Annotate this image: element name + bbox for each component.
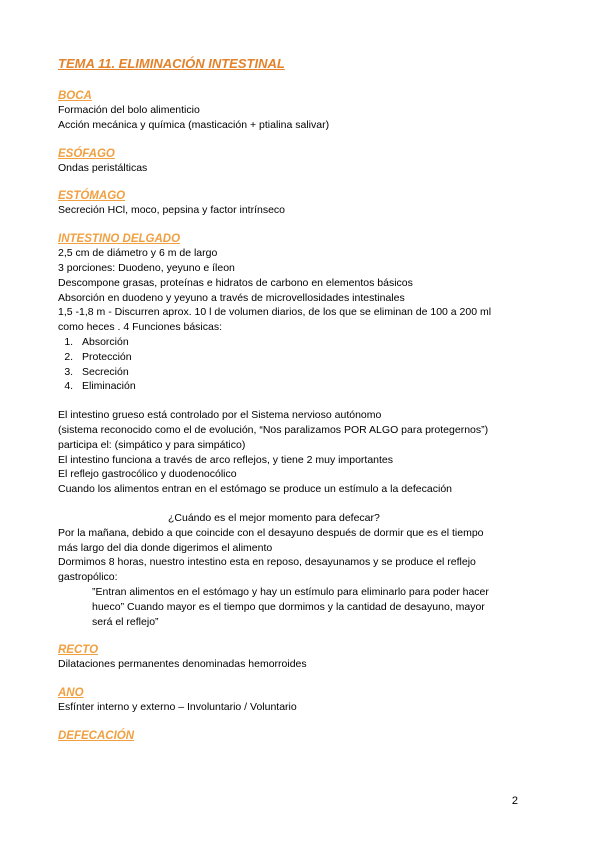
- list-item: 3. Secreción: [76, 365, 558, 380]
- page-number: 2: [511, 795, 518, 807]
- text-line: como heces . 4 Funciones básicas:: [58, 321, 223, 334]
- text-line: participa el: (simpático y para simpático): [58, 438, 246, 451]
- text-line: gastropólico:: [58, 571, 118, 584]
- text-line: 3 porciones: Duodeno, yeyuno e íleon: [58, 261, 235, 274]
- quote-line: será el reflejo”: [92, 615, 159, 628]
- heading-defecacion: DEFECACIÓN: [58, 729, 135, 742]
- text-line: El intestino grueso está controlado por el Sistema nervioso autónomo: [58, 409, 382, 422]
- text-line: Absorción en duodeno y yeyuno a través de microvellosidades intestinales: [58, 291, 405, 304]
- text-line: Dormimos 8 horas, nuestro intestino esta en reposo, desayunamos y se produce el reflejo: [58, 556, 476, 569]
- heading-ano: ANO: [58, 687, 84, 700]
- text-line: Descompone grasas, proteínas e hidratos de carbono en elementos básicos: [58, 276, 413, 289]
- question-line: ¿Cuándo es el mejor momento para defecar?: [168, 511, 380, 524]
- heading-boca: BOCA: [58, 90, 92, 102]
- text-line: (sistema reconocido como el de evolución, “Nos paralizamos POR ALGO para protegernos”): [58, 423, 489, 436]
- text-line: 2,5 cm de diámetro y 6 m de largo: [58, 247, 218, 260]
- quote-line: hueco” Cuando mayor es el tiempo que dormimos y la cantidad de desayuno, mayor: [92, 600, 485, 613]
- list-item: 4. Eliminación: [76, 379, 558, 394]
- heading-esofago: ESÓFAGO: [58, 147, 115, 160]
- list-item: 1. Absorción: [76, 335, 558, 350]
- quote-line: ”Entran alimentos en el estómago y hay un estímulo para eliminarlo para poder hacer: [92, 585, 489, 598]
- text-line: Dilataciones permanentes denominadas hemorroides: [58, 658, 307, 671]
- text-line: más largo del dia donde digerimos el alimento: [58, 541, 273, 554]
- functions-list: [58, 335, 558, 394]
- text-line: Formación del bolo alimenticio: [58, 104, 200, 116]
- heading-intestino-delgado: INTESTINO DELGADO: [58, 233, 181, 246]
- text-line: Esfínter interno y externo – Involuntario / Voluntario: [58, 701, 297, 714]
- list-item: 2. Protección: [76, 350, 558, 365]
- text-line: El reflejo gastrocólico y duodenocólico: [58, 468, 237, 481]
- text-line: El intestino funciona a través de arco reflejos, y tiene 2 muy importantes: [58, 453, 394, 466]
- text-line: 1,5 -1,8 m - Discurren aprox. 10 l de volumen diarios, de los que se eliminan de 100 a 200 ml: [58, 306, 492, 319]
- heading-recto: RECTO: [58, 644, 99, 657]
- heading-estomago: ESTÓMAGO: [58, 190, 126, 203]
- text-line: Secreción HCl, moco, pepsina y factor intrínseco: [58, 204, 286, 217]
- text-line: Acción mecánica y química (masticación + ptialina salivar): [58, 118, 330, 131]
- document-page: [58, 56, 558, 743]
- text-line: Por la mañana, debido a que coincide con el desayuno después de dormir que es el tiempo: [58, 526, 484, 539]
- document-title: TEMA 11. ELIMINACIÓN INTESTINAL: [58, 56, 285, 71]
- text-line: Cuando los alimentos entran en el estómago se produce un estímulo a la defecación: [58, 483, 452, 496]
- text-line: Ondas peristálticas: [58, 161, 148, 174]
